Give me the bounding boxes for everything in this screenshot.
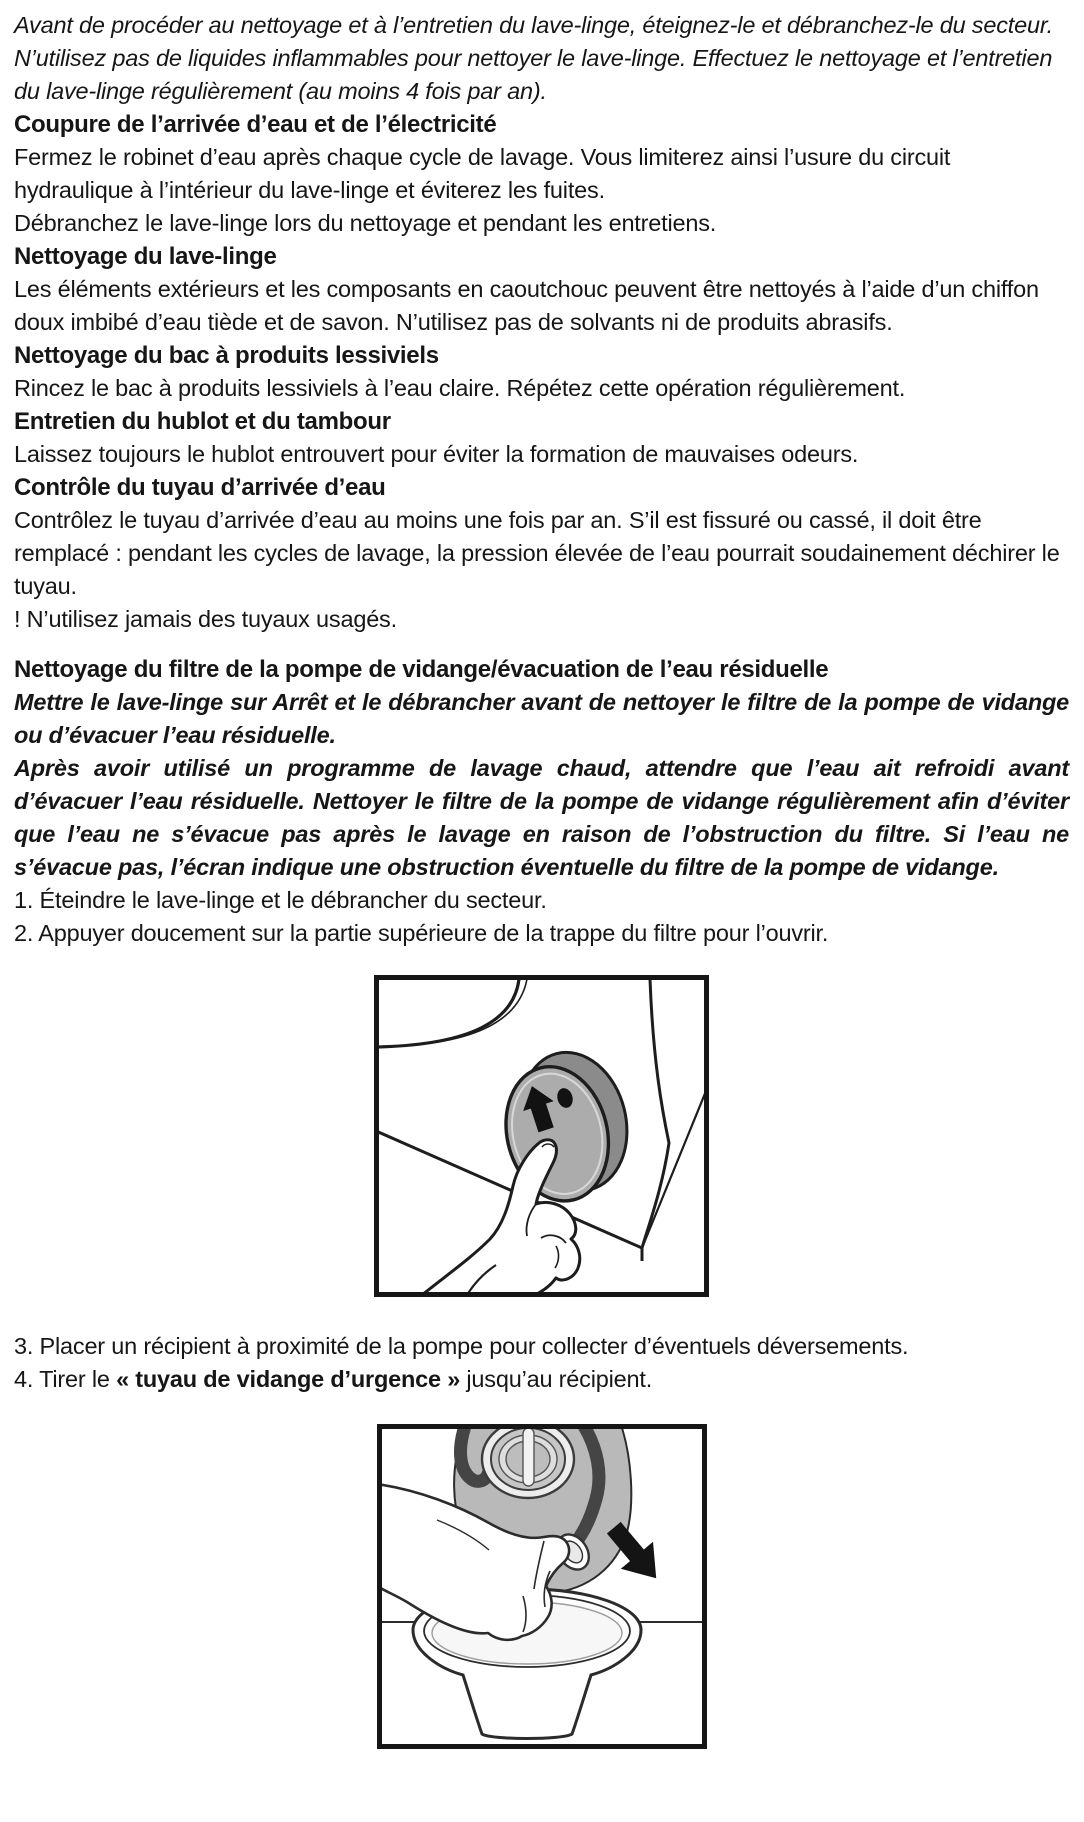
step-item-3: 3. Placer un récipient à proximité de la pompe pour collecter d’éventuels déversements.: [14, 1333, 909, 1359]
paragraph-pump-filter-warning-1: Mettre le lave-linge sur Arrêt et le débrancher avant de nettoyer le filtre de la pompe de vidange ou d’évacuer l’eau résiduelle.: [14, 689, 1069, 748]
heading-inlet-hose-check: Contrôle du tuyau d’arrivée d’eau: [14, 474, 386, 501]
warning-note: ! N’utilisez jamais des tuyaux usagés.: [14, 606, 397, 632]
figure-emergency-drain-hose: [14, 1424, 1069, 1749]
paragraph-pump-filter-warning-2: Après avoir utilisé un programme de lavage chaud, attendre que l’eau ait refroidi avant d’évacuer l’eau résiduelle. Nettoyer le filtre de la pompe de vidange régulièrement afin d’éviter que l’eau ne s’évacue pas après le lavage en raison de l’obstruction du filtre. Si l’eau ne s’évacue pas, l’écran indique une obstruction éventuelle du filtre de la pompe de vidange.: [14, 755, 1069, 880]
heading-water-power-cutoff: Coupure de l’arrivée d’eau et de l’électricité: [14, 111, 497, 138]
figure-press-filter-door: [14, 975, 1069, 1297]
heading-dispenser-cleaning: Nettoyage du bac à produits lessiviels: [14, 342, 439, 369]
paragraph-dispenser-cleaning: Rincez le bac à produits lessiviels à l’eau claire. Répétez cette opération régulièrement.: [14, 375, 906, 401]
heading-door-drum-care: Entretien du hublot et du tambour: [14, 408, 391, 435]
section-spacer: [14, 636, 1069, 653]
paragraph-water-power-1: Fermez le robinet d’eau après chaque cycle de lavage. Vous limiterez ainsi l’usure du circuit hydraulique à l’intérieur du lave-linge et éviterez les fuites.: [14, 144, 951, 203]
step-4-bold-term: « tuyau de vidange d’urgence »: [116, 1366, 461, 1392]
paragraph-machine-cleaning: Les éléments extérieurs et les composants en caoutchouc peuvent être nettoyés à l’aide d’un chiffon doux imbibé d’eau tiède et de savon. N’utilisez pas de solvants ni de produits abrasifs.: [14, 276, 1039, 335]
paragraph-inlet-hose-check: Contrôlez le tuyau d’arrivée d’eau au moins une fois par an. S’il est fissuré ou cassé, il doit être remplacé : pendant les cycles de lavage, la pression élevée de l’eau pourrait soudainement déchirer le tuyau.: [14, 507, 1060, 599]
step-item-1: 1. Éteindre le lave-linge et le débrancher du secteur.: [14, 887, 547, 913]
heading-machine-cleaning: Nettoyage du lave-linge: [14, 243, 277, 270]
pull-emergency-drain-hose-into-bowl-illustration: [377, 1424, 707, 1749]
press-filter-door-illustration: [374, 975, 709, 1297]
paragraph-door-drum-care: Laissez toujours le hublot entrouvert pour éviter la formation de mauvaises odeurs.: [14, 441, 859, 467]
step-item-4: [14, 1363, 1069, 1396]
step-item-2: 2. Appuyer doucement sur la partie supérieure de la trappe du filtre pour l’ouvrir.: [14, 920, 829, 946]
filter-cap: [482, 1424, 574, 1498]
step-4-suffix: jusqu’au récipient.: [460, 1366, 653, 1392]
heading-pump-filter-cleaning: Nettoyage du filtre de la pompe de vidange/évacuation de l’eau résiduelle: [14, 656, 829, 683]
step-4-prefix: 4. Tirer le: [14, 1366, 117, 1392]
intro-paragraph: Avant de procéder au nettoyage et à l’entretien du lave-linge, éteignez-le et débranchez-le du secteur. N’utilisez pas de liquides inflammables pour nettoyer le lave-linge. Effectuez le nettoyage et l’entretien du lave-linge régulièrement (au moins 4 fois par an).: [14, 12, 1053, 104]
paragraph-water-power-2: Débranchez le lave-linge lors du nettoyage et pendant les entretiens.: [14, 210, 717, 236]
